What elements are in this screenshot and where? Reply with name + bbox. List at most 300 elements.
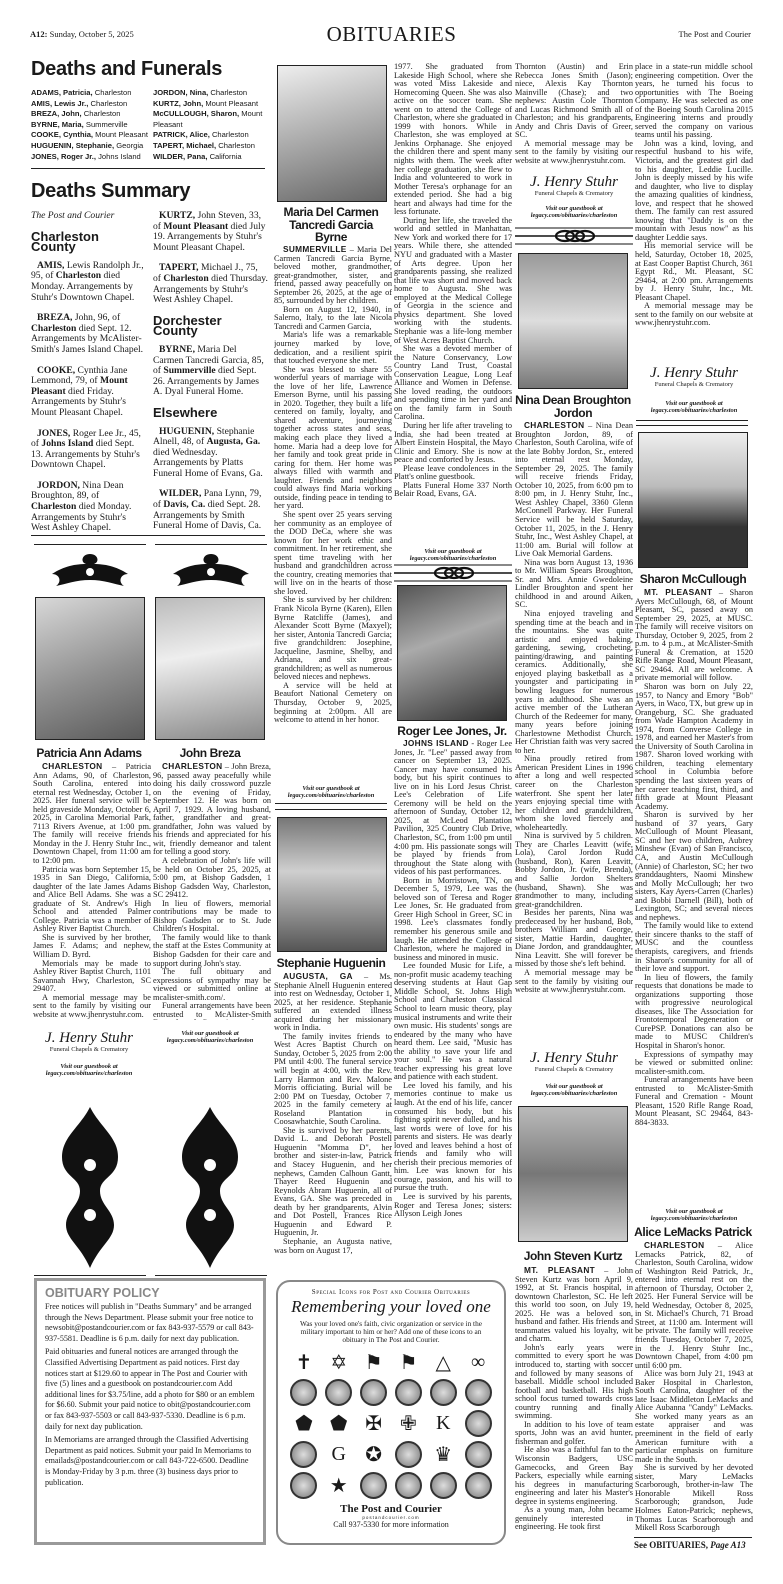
obit-name: John Breza <box>179 746 241 760</box>
text: – Maria Del Carmen Tancredi Garcia Byrne, beloved mother, grandmother, great-grandmother, sister, and friend, passed away peacefully on September 26, 2025, at the age of 85, surrounded by her children. <box>274 245 392 306</box>
photo-sharon-mccullough <box>638 432 748 568</box>
text: BREZA, <box>37 312 73 324</box>
text: Mount Pleasant <box>163 220 229 232</box>
text: A celebration of John's life will be held on October 25, 2025, at 5:00 pm, at Bishop Gadsden, 1 Bishop Gadsden Way, Charleston, SC 29412. <box>153 856 271 900</box>
obit-location: AUGUSTA, GA <box>283 972 353 981</box>
text: A memorial message may be sent to the family by visiting our website at www.jhenrystuhr.com. <box>515 968 633 995</box>
text: Nina was born August 13, 1936 to Mr. William Spears Broughton, Sr. and Mrs. Annie Gwedoleine Lindler Broughton and spent her childhood in and around Aiken, SC. <box>515 557 633 610</box>
divider <box>34 1275 146 1276</box>
text: – John Steven Kurtz was born April 9, 1992, at St. Francis hospital, in downtown Charleston, SC. He left this world too soon, on July 19, 2025. He was a beloved son, husband and father. His friends and teammates valued his loyalty, wit and charm. <box>515 1266 633 1344</box>
knot-divider-icon <box>394 564 512 582</box>
text: BREZA, John, <box>31 109 82 119</box>
lions-icon <box>465 1441 492 1468</box>
df-entry[interactable] <box>31 99 156 110</box>
text: She was a devoted member of the Nature Conservancy, Low Country Land Trust, Coastal Conservation League, Long Leaf Alliance and Women in Defense. She loved reading, the outdoors and spending time in her yard and on the family farm in South Carolina. <box>394 344 512 422</box>
photo-stephanie-huguenin <box>277 817 387 952</box>
text: Charleston <box>163 272 209 284</box>
text: PATRICK, Alice, <box>153 130 210 140</box>
divider <box>636 420 748 421</box>
text: Thornton (Austin) and Erin Rebecca Jones Smith (Jason); niece, Alexis Kay Thornton Mainville (Chase); and two nephews: Austin Cole Thornton and Lucas Richmond Smith all of Charleston; and his grandparents, Andy and Chris Davis of Greer, SC. <box>515 63 633 140</box>
deaths-funerals-list-right <box>153 88 271 162</box>
kiwanis-icon: K <box>436 1411 451 1434</box>
text: J. Henry Stuhr <box>530 174 618 190</box>
obituary-icons-ad <box>276 1280 506 1545</box>
ad-kicker: Special Icons for Post and Courier Obituaries <box>311 1288 471 1296</box>
text: Visit our guestbook at <box>424 548 482 555</box>
text: Lewis Randolph Jr., 95, of <box>31 259 144 282</box>
text: Page A13 <box>710 1540 746 1550</box>
divider <box>636 425 748 426</box>
text: Charleston <box>31 322 77 334</box>
text: Funeral arrangements have been entrusted to McAlister-Smith Funeral and Cremation - Mount Pleasant, 1520 Rifle Range Road, Mount Pleasant, SC 29464, 843-884-3833. <box>635 1075 753 1127</box>
guestbook-link[interactable] <box>30 1063 148 1077</box>
obit-body-kurtz <box>515 1266 633 1545</box>
obituary-policy-box <box>34 1278 266 1545</box>
star-of-david-icon: ✡ <box>330 1351 348 1374</box>
flag-icon: ⚑ <box>364 1351 383 1374</box>
text: ADAMS, Patricia, <box>31 88 93 97</box>
stuhr-logo <box>635 365 753 389</box>
df-entry[interactable] <box>153 88 271 99</box>
text: A memorial message may be sent to the family on our website at www.jhenrystuhr.com. <box>635 301 753 328</box>
text: Mount Pleasant <box>95 130 148 140</box>
divider <box>155 544 267 545</box>
odd-fellows-links-icon: ∞ <box>470 1350 486 1373</box>
summary-entry <box>153 211 268 253</box>
text: In addition to his love of team sports, John was an avid hunter, fisherman and golfer. <box>515 1419 633 1446</box>
text: Nina proudly retired from American President Lines in 1996 after a long and well respected career on the Charleston waterfront. She spent her later years enjoying special time with her children and grandchildren, whom she loved fiercely and wholeheartedly. <box>515 754 633 832</box>
text: During her life after traveling to India, she had been treated at Albert Einstein Hospital, the Mayo Clinic and Emory. She is now at peace and comforted by Jesus. <box>394 420 512 465</box>
policy-paragraph: In Memoriams are arranged through the Classified Advertising Department as paid notices. Submit your paid In Memoriams to emailads@postandcourier.com or call 843-722-6500. Deadline is Monday-Friday by 3 p.m. three (3) business days prior to publication. <box>45 1435 252 1487</box>
obit-name: Roger Lee Jones, Jr. <box>397 724 507 738</box>
text: WILDER, Pana, <box>153 151 208 161</box>
text: died Sept. 13. Arrangements by Stuhr's Downtown Chapel. <box>31 438 140 471</box>
df-entry[interactable] <box>153 99 271 110</box>
obit-location: CHARLESTON <box>524 421 585 430</box>
text: legacy.com/obituaries/charleston <box>530 212 618 220</box>
summary-heading: Charleston County <box>31 228 99 255</box>
text: Visit our guestbook at <box>545 205 603 212</box>
text: AMIS, Lewis Jr., <box>31 98 89 108</box>
photo-patricia-adams <box>35 597 145 740</box>
summary-entry <box>31 313 146 355</box>
policy-paragraph: Paid obituaries and funeral notices are arranged through the Classified Advertising Department as paid notices. First day notices start at $129.60 to appear in The Post and Courier with five (5) lines and a guestbook on postandcourier.com Add additional lines for $3.75/line, add a photo for $80 or an emblem for $6.60. Submit your paid notice to obit@postandcourier.com or fax 843-937-5503 or call 843-937-5330. Deadline is 6 p.m. daily for next day publication. <box>45 1347 255 1431</box>
text: John, 96, of <box>72 312 121 324</box>
text: Alice was born July 21, 1943 at Baker Hospital in Charleston, South Carolina, daughter of the late Isaac Middleton LeMacks and Alice Aubanna "Candy" LeMacks. She worked many years as an estate appraiser and was preeminent in the field of early American furniture with a particular emphasis on furniture made in the South. <box>635 1369 753 1464</box>
text: legacy.com/obituaries/charleston <box>45 1070 133 1078</box>
text: Charleston <box>31 501 77 513</box>
summary-column-left <box>31 211 146 544</box>
text: died Monday. Arrangements by Stuhr's Downtown Chapel. <box>31 270 135 303</box>
obit-name: John Steven Kurtz <box>523 1249 623 1263</box>
text: She was blessed to share 55 wonderful years of marriage with the love of her life, Lawrence Emerson Byrne, until his passing in 2020. Together, they built a life centered on family, loyalty, and shared adventure, journeying together across states and seas, making each place they lived a home. Maria had a deep love for her family and took great pride in caring for them. Her home was always filled with warmth and laughter. Friends and neighbors could always find Maria working outside, finding peace in tending to her yard. <box>274 364 392 511</box>
obit-location: SUMMERVILLE <box>283 245 347 254</box>
text: died July 19. Arrangements by Stuhr's Mount Pleasant Chapel. <box>153 220 266 253</box>
df-entry[interactable] <box>31 120 156 131</box>
text: Stephanie Alnell, 48, of <box>153 425 255 448</box>
guestbook-link[interactable] <box>515 1083 633 1097</box>
stuhr-logo <box>30 1030 148 1054</box>
text: Sharon is survived by her husband of 37 years, Gary McCullough of Mount Pleasant, SC and her two children, Aubrey Minshew (Evan) of San Francisco, CA, and Austin McCullough (Annie) of Charleston, SC; her two granddaughters, Naomi Minshew and Molly McCullough; her two sisters, Kay Ayers-Carren (Charles) and Bobbi Darnell (Bill), both of Lexington, SC; and several nieces and nephews. <box>635 810 753 922</box>
army-seal-icon <box>360 1379 387 1406</box>
text: BYRNE, Maria, <box>31 119 84 129</box>
ornament-icon <box>156 550 266 590</box>
text: legacy.com/obituaries/charleston <box>530 1090 618 1098</box>
text: JORDON, Nina, <box>153 88 209 97</box>
flag-icon: ⚑ <box>399 1351 418 1374</box>
obit-location: JOHNS ISLAND <box>403 739 469 748</box>
obit-body-byrne <box>274 245 392 774</box>
text: Visit our guestbook at <box>665 400 723 407</box>
deaths-funerals-title: Deaths and Funerals <box>31 58 223 80</box>
navy-seal-icon <box>430 1379 457 1406</box>
text: Sharon was born on July 22, 1957, to Nancy and Emory "Bob" Ayers, in Waco, TX, but grew up in Orangeburg, SC. She graduated from Wade Hampton Academy in 1974, from Converse College in 1978, and earned her Master's from the University of South Carolina in 1987. Sharon loved working with children, teaching elementary school in Columbia before spending the last sixteen years of her career teaching first, third, and fifth grade at Mount Pleasant Academy. <box>635 682 753 811</box>
ornament-icon <box>180 1105 240 1270</box>
text: Nina Dean Broughton, 89, of <box>31 479 124 502</box>
keystone-icon: ⬟ <box>295 1412 313 1435</box>
divider <box>34 544 146 545</box>
text: AMIS, <box>37 259 65 271</box>
text: Visit our guestbook at <box>545 1083 603 1090</box>
ad-title: Remembering your loved one <box>291 1297 491 1316</box>
text: See OBITUARIES, <box>634 1540 709 1550</box>
df-entry[interactable] <box>31 141 156 152</box>
obit-name: Nina Dean Broughton Jordon <box>515 393 631 420</box>
obit-name: Patricia Ann Adams <box>36 746 142 760</box>
text: The family invites friends to West Acres Baptist Church on Sunday, October 5, 2025 from 2:00 PM until 4:00. The funeral service will begin at 4:00, with the Rev. Larry Harmon and Rev. Malone Morris officiating. Burial will be 2:00 PM on Tuesday, October 7, 2025 in the family cemetery at Roseland Plantation in Coosawhatchie, South Carolina. <box>274 1031 392 1127</box>
text: Cynthia Jane Lemmond, 79, of <box>31 364 128 387</box>
text: Augusta, Ga. <box>206 436 261 448</box>
text: As a young man, John became genuinely interested in engineering. He took first <box>515 1505 633 1532</box>
divider <box>275 809 387 810</box>
obit-body-jordon <box>515 421 633 1045</box>
text: Summerville <box>85 119 128 129</box>
text: – Nina Dean Broughton Jordon, 89, of Charleston, South Carolina, wife of the late Bobby Jordon, Sr., entered into eternal rest Monday, September 29, 2025. The family will receive friends Friday, October 10, 2025, from 6:00 pm to 8:00 pm, in J. Henry Stuhr, Inc., West Ashley Chapel, 3360 Glenn McConnell Parkway. Her Funeral Service will be held Saturday, October 11, 2025, in the J. Henry Stuhr, Inc., West Ashley Chapel, at 11:00 am. Burial will follow at Live Oak Memorial Gardens. <box>515 421 633 559</box>
df-entry[interactable] <box>153 109 271 130</box>
crown-icon: ♛ <box>434 1443 453 1466</box>
moose-icon <box>395 1472 422 1499</box>
marine-corps-seal-icon <box>290 1379 317 1406</box>
summary-source: The Post and Courier <box>31 210 115 221</box>
text: 1977. She graduated from Lakeside High School, where she was voted Miss Lakeside and Homecoming Queen. She was also active on the soccer team. She went on to attend the College of Charleston, where she graduated in 1999 with honors. While in Charleston, she was employed at Jenkins Orphanage. She enjoyed the children there and spent many nights with them. The week after her college graduation, she flew to India and volunteered to work in Mother Teresa's orphanage for an extended period. She had a big heart and always had time for the less fortunate. <box>394 63 512 217</box>
df-entry[interactable] <box>153 130 271 141</box>
text: place in a state-run middle school engineering competition. Over the years, he turned his focus to opportunities with The Boeing Company. He was selected as one of the Boeing South Carolina 2015 Engineering interns and proudly served the company on various teams until his passing. <box>635 63 753 140</box>
knights-of-columbus-icon: ✙ <box>400 1412 417 1435</box>
text: Besides her parents, Nina was predeceased by her husband, Bob, brothers William and George, sister, Mattie Hardin, daughter, Diane Jordon, and granddaughter, Nina Leavitt. She will forever be missed by those she's left behind. <box>515 908 633 969</box>
text: Nina is survived by 5 children. They are Charles Leavitt (wife, Lola), Carol Jordon Rudd (husband, Ron), Karen Leavitt, Bobby Jordon, Jr. (wife, Brenda), and Sallie Jordon Shelters (husband, Shawn). She was grandmother to many, including great-grandchildren. <box>515 831 633 909</box>
ornament-icon <box>35 550 145 590</box>
guestbook-link[interactable] <box>635 400 753 414</box>
text: Johns Island <box>98 151 141 161</box>
text: She spent over 25 years serving her community as an employee of the DOD DeCa, where she was known for her work ethic and commitment. In her retirement, she spent time traveling with her husband and grandchildren across the country, creating memories that will live on in the hearts of those she loved. <box>274 509 392 596</box>
text: Nina enjoyed traveling and spending time at the beach and in the mountains. She was quite artistic and enjoyed baking, gardening, sewing, crocheting, painting/drawing, and painting ceramics. Additionally, she enjoyed playing basketball as a youngster and participating in bowling leagues for numerous years in adulthood. She was an active member of the Lutheran Church of the Redeemer for many, many years before joining Charlestowne Methodist Church. Her Christian faith was very sacred to her. <box>515 609 633 755</box>
text: She is survived by her brother, James F. Adams; and nephew, William D. Byrd. <box>33 932 151 960</box>
photo-john-kurtz <box>518 1106 628 1242</box>
df-entry[interactable] <box>153 141 271 152</box>
df-entry[interactable] <box>31 88 156 99</box>
obit-body-huguenin <box>274 972 392 1265</box>
cross-icon: ✝ <box>295 1351 313 1374</box>
obit-location: CHARLESTON <box>644 1241 705 1250</box>
summary-entry <box>31 261 146 303</box>
divider <box>275 803 387 804</box>
text: John's early years were committed to every sport he was introduced to, starting with soccer and followed by many seasons of baseball. Middle school included football and basketball. His high school focus turned towards cross country running and finally swimming. <box>515 1342 633 1421</box>
text: A memorial message may be sent to the family by visiting our website at www.jhenrystuhr.com. <box>515 138 633 166</box>
paper-name: The Post and Courier <box>678 29 751 39</box>
text: Charleston <box>83 109 121 119</box>
text: She is survived by her devoted sister, Mary LeMacks Scarborough, brother-in-law The Honorable Mikell Ross Scarborough; grandson, Jude Holmes Eaton-Patrick; nephews, Thomas Lucas Scarborough and Mikell Ross Scarborough <box>635 1463 753 1533</box>
text: His memorial service will be held, Saturday, October 18, 2025, at East Cooper Baptist Church, 361 Egypt Rd., Mt. Pleasant, SC 29464, at 2:00 pm. Arrangements by J. Henry Stuhr, Inc., Mt. Pleasant Chapel. <box>635 241 753 302</box>
deaths-funerals-list-left <box>31 88 156 162</box>
text: Funeral arrangements have been entrusted to McAlister-Smith <box>153 1001 271 1019</box>
text: Georgia <box>116 140 144 150</box>
text: John was a kind, loving, and respectful husband to his wife, Victoria, and the greatest girl dad to his daughter, Leddie Lucille. John is deeply missed by his wife and daughter, who live to display the amazing qualities of kindness, love, and respect that he showed them. The family can rest assured knowing that "Daddy is on the mountain with Jesus now" as his daughter Leddie says. <box>635 138 753 242</box>
text: Memorials may be made to Ashley River Baptist Church, 1101 Savannah Hwy, Charleston, SC 29407. <box>33 958 151 994</box>
text: The family would like to extend their sincere thanks to the staff of MUSC and the countless therapists, caregivers, and friends in Sharon's community for all of their love and support. <box>635 921 753 974</box>
text: – Sharon Ayers McCullough, 68, of Mount Pleasant, SC, passed away on September 29, 2025, at MUSC. The family will receive visitors on Thursday, October 9, 2025, from 2 p.m. to 4 p.m., at McAlister-Smith Funeral & Cremation, at 1520 Rifle Range Road, Mount Pleasant, SC 29464. All are welcome. A private memorial will follow. <box>635 588 753 683</box>
text: She is survived by her children: Frank Nicola Byrne (Karen), Ellen Byrne Ratcliffe (James), and Alexander Scott Byrne (Maxyel); her sister, Antonia Tancredi Garcia; five grandchildren: Josephine, Jacqueline, Jasmine, Shelby, and Adriana, and six great-grandchildren; as well as numerous beloved nieces and nephews. <box>274 595 392 682</box>
text: Expressions of sympathy may be viewed or submitted online: mcalister-smith.com. <box>635 1049 753 1076</box>
shriners-icon <box>465 1379 492 1406</box>
obit-body-patrick <box>635 1241 753 1535</box>
obit-body-huguenin-cont <box>394 63 512 543</box>
rotary-icon <box>395 1441 422 1468</box>
stuhr-logo <box>515 1050 633 1074</box>
ad-url: postandcourier.com <box>362 1515 420 1520</box>
obit-body-jones-cont <box>515 63 633 169</box>
text: Born in Morristown, TN, on December 5, 1979, Lee was the beloved son of Teresa and Roger Lee Jones, Sr. He graduated from Greer High School in Greer, SC in 1998. Lee's classmates fondly remember his generous smile and laugh. He attended the College of Charleston, where he majored in business and minored in music. <box>394 875 512 962</box>
deaths-summary-title: Deaths Summary <box>31 180 191 202</box>
summary-entry <box>153 427 268 480</box>
text: JONES, <box>37 427 71 439</box>
obit-body-breza <box>153 762 271 1020</box>
text: Visit our guestbook at <box>60 1063 118 1070</box>
guestbook-link[interactable] <box>151 1030 269 1044</box>
text: TAPERT, Michael, <box>153 140 217 150</box>
df-entry[interactable] <box>31 109 156 120</box>
text: J. Henry Stuhr <box>650 365 738 381</box>
text: Pana Lynn, 79, of <box>153 488 262 511</box>
ad-body: Was your loved one's faith, civic organization or service in the military important to him or her? Add one of these icons to an obituary in The Post and Courier. <box>300 1319 482 1344</box>
summary-entry <box>31 429 146 471</box>
obit-body-adams <box>33 762 151 1028</box>
text: – Patricia Ann Adams, 90, of Charleston, South Carolina, entered into eternal rest Wednesday, October 1, 2025. Her funeral service will be held graveside Monday, October 6, 2025, in Carolina Memorial Park, 7113 Rivers Avenue, at 1:00 pm. The family will receive friends Monday in the J. Henry Stuhr Inc., Downtown Chapel, from 11:00 am to 12:00 pm. <box>33 762 151 866</box>
text: In lieu of flowers, memorial contributions may be made to Bishop Gadsden or to St. Jude Children's Hospital. <box>153 898 271 934</box>
text: Charleston <box>210 88 248 97</box>
summary-heading: Elsewhere <box>153 404 218 420</box>
photo-roger-jones <box>397 585 507 721</box>
issue-date: Sunday, October 5, 2025 <box>49 29 134 39</box>
obit-location: MT. PLEASANT <box>524 1266 595 1275</box>
photo-nina-jordon <box>518 253 628 389</box>
knot-divider-icon <box>515 227 633 245</box>
obit-name: Sharon McCullough <box>639 572 747 586</box>
df-entry[interactable] <box>31 152 156 163</box>
continued-on-link[interactable] <box>634 1537 752 1550</box>
text: Mount Pleasant <box>153 109 263 129</box>
elks-icon <box>290 1441 317 1468</box>
text: Charleston <box>55 270 102 282</box>
text: legacy.com/obituaries/charleston <box>287 792 375 800</box>
summary-column-right <box>153 211 268 542</box>
text: died Thursday. Arrangements by Stuhr's West Ashley Chapel. <box>153 272 268 306</box>
policy-paragraph: Free notices will publish in "Deaths Summary" and be arranged through the News Department. Please submit your free notice to newsobit@postandcourier.com or fax 843-937-5579 or call 843-937-5581. Deadline is 6 p.m. daily for next day publication. <box>45 1302 254 1343</box>
text: John Steven, 33, of <box>153 210 262 232</box>
aa-triangle-icon: △ <box>435 1351 451 1374</box>
text: Visit our guestbook at <box>302 785 360 792</box>
divider <box>31 168 265 169</box>
text: Charleston <box>211 130 249 140</box>
police-star-icon: ✪ <box>365 1443 382 1466</box>
summary-entry <box>153 489 268 531</box>
templar-cross-icon: ✠ <box>365 1412 382 1435</box>
text: KURTZ, John, <box>153 98 204 108</box>
text: died Friday. Arrangements by Stuhr's Mount Pleasant Chapel. <box>31 385 126 418</box>
text: In lieu of flowers, the family requests that donations be made to organizations supporting those with progressive neurological diseases, like The Association for Frontotemporal Degeneration or CurePSP. Donations can also be made to MUSC Children's Hospital in Sharon's honor. <box>635 972 753 1050</box>
text: Funeral Chapels & Crematory <box>534 1066 614 1073</box>
text: died Monday. Arrangements by Stuhr's West Ashley Chapel. <box>31 501 132 534</box>
df-entry[interactable] <box>153 152 271 163</box>
obit-location: CHARLESTON <box>162 762 223 771</box>
summary-entry <box>31 481 146 534</box>
coast-guard-seal-icon <box>395 1379 422 1406</box>
text: She is survived by her parents, David L. and Deborah Postell Huguenin "Momma D", her brother and sister-in-law, Patrick and Stacey Huguenin, and her nephews, Camden Calhoun Gantt, Thayer Reed Huguenin and Reynolds Abram Huguenin, all of Evans, GA. She was preceded in death by her grandparents, Alvin and Dot Postell, Frances Rice Huguenin and Edward P. Huguenin, Jr. <box>274 1125 392 1238</box>
text: Mount Pleasant <box>205 98 259 108</box>
obit-name: Maria Del Carmen Tancredi Garcia Byrne <box>283 205 379 244</box>
text: A service will be held at Beaufort National Cemetery on Thursday, October 9, 2025, beginning at 2:00pm. All are welcome to attend in her honor. <box>274 680 392 725</box>
text: COOKE, Cynthia, <box>31 130 94 140</box>
text: During her life, she traveled the world and settled in Manhattan, New York and worked there for 17 years. While there, she attended NYU and graduated with a Master of Arts degree. Upon her grandparents passing, she realized that life was short and moved back home to Augusta. She was employed at the Medical College of Georgia in the science and physics department. She loved working with the students. Stephanie was a life-long member of West Acres Baptist Church. <box>394 215 512 345</box>
text: KURTZ, <box>159 210 196 221</box>
obit-name: Stephanie Huguenin <box>276 956 386 970</box>
text: WILDER, <box>159 488 202 500</box>
text: The family would like to thank the staff at the Estes Community at Bishop Gadsden for their care and support during John's stay. <box>153 932 271 968</box>
summary-heading: Dorchester County <box>153 312 222 339</box>
guestbook-link[interactable] <box>272 785 390 799</box>
text: J. Henry Stuhr <box>530 1050 618 1066</box>
text: Please leave condolences in the Platt's online guestbook. <box>394 463 512 482</box>
policy-title: OBITUARY POLICY <box>45 1286 160 1300</box>
summary-entry <box>153 345 268 398</box>
eastern-star-icon: ★ <box>329 1474 348 1497</box>
stuhr-logo <box>515 174 633 198</box>
page-number: A12: <box>30 29 48 39</box>
text: Summerville <box>163 365 216 377</box>
text: died Sept. 12. Arrangements by McAlister-Smith's James Island Chapel. <box>31 322 144 355</box>
text: TAPERT, <box>159 262 199 274</box>
text: Funeral Chapels & Crematory <box>534 190 614 197</box>
guestbook-link[interactable] <box>635 1208 753 1222</box>
text: J. Henry Stuhr <box>45 1030 133 1046</box>
helmet-icon <box>465 1410 492 1437</box>
text: legacy.com/obituaries/charleston <box>166 1037 254 1045</box>
text: Davis, Ca. <box>163 499 206 511</box>
section-title: OBITUARIES <box>326 22 457 46</box>
text: HUGUENIN, Stephanie, <box>31 140 115 150</box>
text: JONES, Roger Jr., <box>31 151 96 161</box>
text: Born on August 12, 1940, in Salerno, Italy, to the late Nicola Tancredi and Carmen Garcia, <box>274 304 392 331</box>
text: Charleston <box>94 88 132 97</box>
text: legacy.com/obituaries/charleston <box>650 407 738 415</box>
obit-location: MT. PLEASANT <box>644 588 713 597</box>
scottish-rite-icon <box>360 1472 387 1499</box>
photo-maria-byrne <box>277 65 387 202</box>
text: died Sept. 26. Arrangements by James A. Dyal Funeral Home. <box>153 365 260 398</box>
obit-body-mccullough <box>635 588 753 1204</box>
text: Charleston <box>218 140 256 150</box>
text: Funeral Chapels & Crematory <box>654 381 734 388</box>
text: He also was a faithful fan to the Wisconsin Badgers, USC Gamecocks, and Green Bay Packers, especially while earning his degrees in manufacturing engineering and later his Master's degree in systems engineering. <box>515 1445 633 1506</box>
text: A memorial message may be sent to the family by visiting our website at www.jhenrystuhr.com. <box>33 992 151 1019</box>
text: legacy.com/obituaries/charleston <box>650 1215 738 1223</box>
text: Johns Island <box>41 438 94 450</box>
seal-icon <box>465 1472 492 1499</box>
text: Lee founded Music for Life, a non-profit music academy teaching deserving students at Haut Gap Middle School, St. Johns High School and Charleston Classical School to learn music theory, play musical instruments and write their own music. His students' songs are endeared by the many who have heard them. Lee said, "Music has the ability to save your life and your soul." He was a natural teacher expressing his great love and patience with each student. <box>394 961 512 1082</box>
text: The full obituary and expressions of sympathy may be viewed or submitted online at mcalister-smith.com/. <box>153 967 271 1002</box>
obit-location: CHARLESTON <box>42 762 103 771</box>
text: Visit our guestbook at <box>181 1030 239 1037</box>
text: Stephanie, an Augusta native, was born on August 17, <box>274 1236 392 1255</box>
cross-seal-icon <box>290 1472 317 1499</box>
obit-body-jones <box>394 739 512 1265</box>
text: Funeral Chapels & Crematory <box>49 1046 129 1053</box>
text: legacy.com/obituaries/charleston <box>409 555 497 563</box>
obit-name: Alice LeMacks Patrick <box>634 1225 752 1239</box>
text: Maria's life was a remarkable journey marked by love, dedication, and a resilient spirit that touched everyone she met. <box>274 330 392 366</box>
double-eagle-icon <box>430 1472 457 1499</box>
air-force-seal-icon <box>325 1379 352 1406</box>
divider <box>31 535 265 536</box>
masonic-compass-icon: G <box>331 1442 346 1465</box>
divider <box>155 1275 267 1276</box>
summary-entry <box>31 366 146 419</box>
text: died Wednesday. Arrangements by Platts Funeral Home of Evans, Ga. <box>153 446 263 479</box>
photo-john-breza <box>155 597 265 740</box>
text: McCULLOUGH, Sharon, <box>153 109 240 119</box>
text: JORDON, <box>37 479 80 491</box>
text: - Roger Lee Jones, Jr. "Lee" passed away from cancer on September 13, 2025. Cancer may have consumed his body, but his spirit continues to live on in his Lord Jesus Christ. Lee's Celebration of Life Ceremony will be held on the afternoon of Sunday, October 12, 2025, at McLeod Plantation Pavilion, 325 Country Club Drive, Charleston, SC, from 1:00 pm until 4:00 pm. His passionate songs will be played by friends from throughout the State along with videos of his past performances. <box>394 739 512 877</box>
ad-paper-logo: The Post and Courier <box>340 1503 442 1515</box>
ornament-icon <box>60 1105 120 1270</box>
summary-entry <box>153 263 268 305</box>
text: California <box>209 151 242 161</box>
ad-phone: Call 937-5330 for more information <box>333 1520 449 1529</box>
guestbook-link[interactable] <box>515 205 633 219</box>
obit-body-kurtz-cont <box>635 63 753 343</box>
emblem-grid <box>278 1344 504 1503</box>
text: BYRNE, <box>159 343 195 355</box>
text: Lee loved his family, and his memories continue to make us laugh. At the end of his life, cancer consumed his body, but his fighting spirit never dulled, and his last words were of love for his parents and sisters. He was dearly loved and leaves behind a host of friends and family who will cherish their precious memories of him. Lee was known for his courage, passion, and his will to pursue the truth. <box>394 1080 512 1193</box>
text: Maria Del Carmen Tancredi Garcia, 85, of <box>153 343 264 377</box>
text: Visit our guestbook at <box>665 1208 723 1215</box>
text: Platts Funeral Home 337 North Belair Road, Evans, GA. <box>394 480 512 499</box>
text: Michael J., 75, of <box>153 262 258 284</box>
guestbook-link[interactable] <box>394 548 512 562</box>
text: Charleston <box>90 98 128 108</box>
text: – Ms. Stephanie Alnell Huguenin entered into rest on Wednesday, October 1, 2025, at her residence. Stephanie suffered an extended illness acquired during her missionary work in India. <box>274 972 392 1033</box>
text: – Alice Lemacks Patrick, 82, of Charleston, South Carolina, widow of Washington Reid Patrick, Jr., entered into eternal rest on the afternoon of Thursday, October 2, 2025. Her Funeral Service will be held Wednesday, October 8, 2025, in St. Michael's Church, 71 Broad Street, at 11:00 am. Interment will be private. The family will receive friends Tuesday, October 7, 2025, in the J. Henry Stuhr Inc., Downtown Chapel, from 4:00 pm until 6:00 pm. <box>635 1241 753 1370</box>
text: Patricia was born September 15, 1935 in San Diego, California, daughter of the late James Adams and Alice Bell Adams. She was a graduate of St. Andrew's High School and attended Palmer College. Patricia was a member of Ashley River Baptist Church. <box>33 864 151 934</box>
df-entry[interactable] <box>31 130 156 141</box>
text: died Sept. 28. Arrangements by Smith Funeral Home of Davis, Ca. <box>153 499 262 532</box>
text: Lee is survived by his parents, Roger and Teresa Jones; sisters: Allyson Leigh Jones <box>394 1191 512 1219</box>
text: Roger Lee Jr., 45, of <box>31 427 141 450</box>
text: Mount Pleasant <box>31 375 128 397</box>
keystone-icon: ⬟ <box>330 1412 348 1435</box>
text: COOKE, <box>37 364 76 376</box>
text: HUGUENIN, <box>159 425 215 437</box>
text: – John Breza, 96, passed away peacefully while doing his daily crossword puzzle on the evening of Friday, September 12. He was born on April 7, 1929. A loving husband, father, grandfather and great-grandfather, John was valued by his friends and appreciated for his wit, friendly demeanor and talent for telling a good story. <box>153 762 271 857</box>
